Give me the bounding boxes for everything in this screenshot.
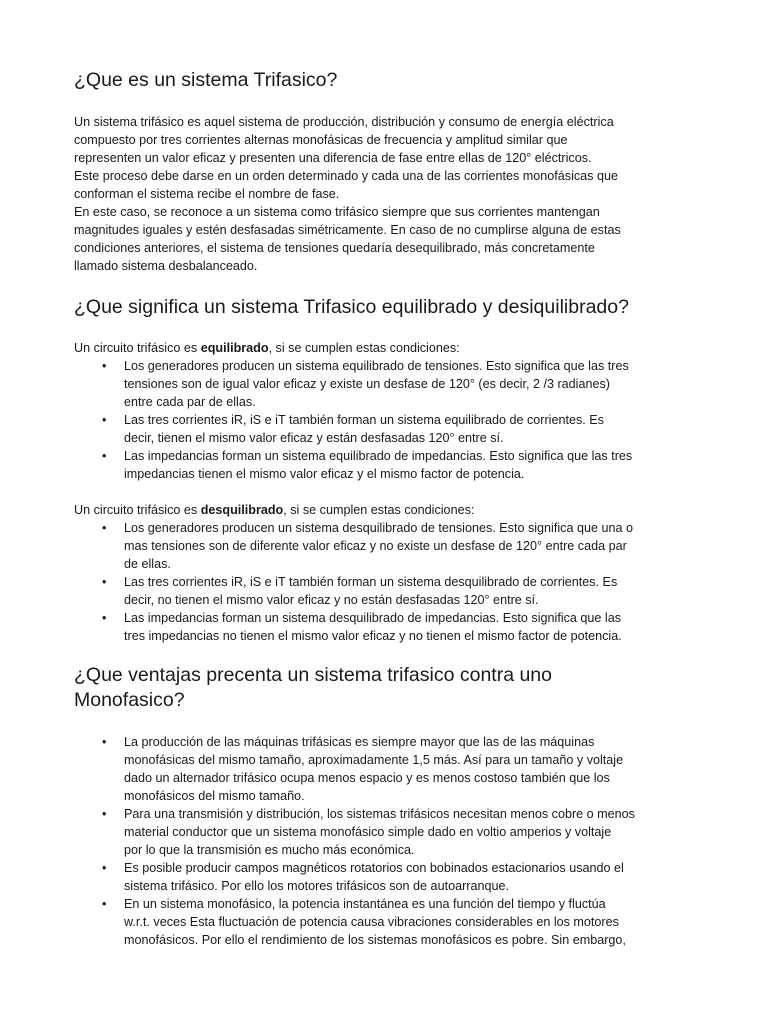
list-item: • Los generadores producen un sistema equilibrado de tensiones. Esto significa que las tres tensiones son de igual valor eficaz y existe un desfase de 120° (es decir, 2 /3 radianes) entre cada par de ellas. [102, 359, 629, 409]
section-1-heading: ¿Que es un sistema Trifasico? [74, 69, 338, 91]
bullet-icon: • [102, 735, 107, 749]
ventajas-list [74, 733, 702, 949]
section-2-heading: ¿Que significa un sistema Trifasico equilibrado y desiquilibrado? [74, 296, 629, 318]
equilibrado-intro: Un circuito trifásico es equilibrado, si se cumplen estas condiciones: [74, 341, 460, 355]
desequilibrado-bold-term: desquilibrado [200, 503, 284, 517]
list-item: • En un sistema monofásico, la potencia instantánea es una función del tiempo y fluctúa w.r.t. veces Esta fluctuación de potencia causa vibraciones considerables en los motores monofásicos. Por ello el rendimiento de los sistemas monofásicos es pobre. Sin embargo, [102, 897, 626, 947]
list-item: • Las impedancias forman un sistema equilibrado de impedancias. Esto significa que las tres impedancias tienen el mismo valor eficaz y el mismo factor de potencia. [102, 449, 633, 481]
bullet-icon: • [102, 897, 107, 911]
list-item: • Es posible producir campos magnéticos rotatorios con bobinados estacionarios usando el sistema trifásico. Por ello los motores trifásicos son de autoarranque. [102, 861, 624, 893]
list-item: • Las tres corrientes iR, iS e iT también forman un sistema desquilibrado de corrientes. Es decir, no tienen el mismo valor eficaz y no están desfasadas 120° entre sí. [102, 575, 618, 607]
list-item: • Los generadores producen un sistema desquilibrado de tensiones. Esto significa que una o mas tensiones son de diferente valor eficaz y no existe un desfase de 120° entre cada par de ellas. [102, 521, 633, 571]
list-item: • Las impedancias forman un sistema desquilibrado de impedancias. Esto significa que las tres impedancias no tienen el mismo valor eficaz y no tienen el mismo factor de potencia. [102, 611, 622, 643]
section-3-heading: ¿Que ventajas precenta un sistema trifasico contra uno Monofasico? [74, 664, 552, 711]
bullet-icon: • [102, 449, 107, 463]
list-item: • Las tres corrientes iR, iS e iT también forman un sistema equilibrado de corrientes. Es decir, tienen el mismo valor eficaz y están desfasadas 120° entre sí. [102, 413, 604, 445]
section-1-paragraph: Un sistema trifásico es aquel sistema de producción, distribución y consumo de energía eléctrica compuesto por tres corrientes alternas monofásicas de frecuencia y amplitud similar que representen un valor eficaz y presenten una diferencia de fase entre ellas de 120° eléctricos. Este proceso debe darse en un orden determinado y cada una de las corrientes monofásicas que conforman el sistema recibe el nombre de fase. En este caso, se reconoce a un sistema como trifásico siempre que sus corrientes mantengan magnitudes iguales y estén desfasadas simétricamente. En caso de no cumplirse alguna de estas condiciones anteriores, el sistema de tensiones quedaría desequilibrado, más concretamente llamado sistema desbalanceado. [74, 115, 621, 273]
equilibrado-list [74, 357, 702, 483]
desequilibrado-list [74, 519, 702, 645]
bullet-icon: • [102, 807, 107, 821]
bullet-icon: • [102, 359, 107, 373]
bullet-icon: • [102, 611, 107, 625]
bullet-icon: • [102, 861, 107, 875]
list-item: • Para una transmisión y distribución, los sistemas trifásicos necesitan menos cobre o menos material conductor que un sistema monofásico simple dado en voltio amperios y voltaje por lo que la transmisión es mucho más económica. [102, 807, 635, 857]
list-item: • La producción de las máquinas trifásicas es siempre mayor que las de las máquinas monofásicas del mismo tamaño, aproximadamente 1,5 más. Así para un tamaño y voltaje dado un alternador trifásico ocupa menos espacio y es menos costoso también que los monofásicos del mismo tamaño. [102, 735, 624, 803]
bullet-icon: • [102, 413, 107, 427]
equilibrado-bold-term: equilibrado [200, 341, 269, 355]
bullet-icon: • [102, 521, 107, 535]
bullet-icon: • [102, 575, 107, 589]
desequilibrado-intro: Un circuito trifásico es desquilibrado, si se cumplen estas condiciones: [74, 503, 475, 517]
